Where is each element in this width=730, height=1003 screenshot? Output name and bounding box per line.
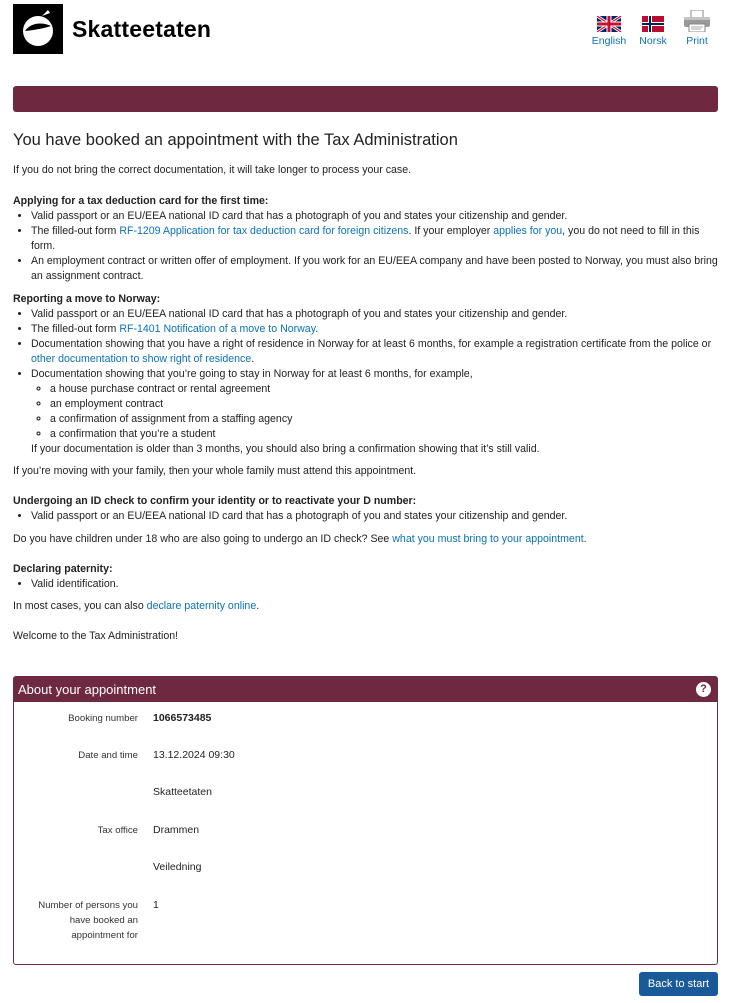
text: In most cases, you can also: [13, 600, 147, 612]
list-item: • Valid identification.: [31, 577, 718, 592]
family-note: If you’re moving with your family, then your whole family must attend this appointment.: [13, 465, 417, 477]
uk-flag-icon: [597, 10, 621, 32]
rf1209-link[interactable]: RF-1209 Application for tax deduction card for foreign citizens: [119, 225, 409, 237]
text: Documentation showing that you have a right of residence in Norway for at least 6 months, for example a registration certificate from the police or: [31, 338, 712, 350]
text: .: [315, 323, 319, 335]
print-label: Print: [686, 35, 708, 47]
organization-value: Skatteetaten: [153, 786, 212, 798]
booking-number-value: 1066573485: [153, 712, 212, 724]
logo-text: Skatteetaten: [72, 15, 212, 42]
list-item: • An employment contract or written offer of employment. If you work for an EU/EEA company and have been posted to Norway, you must also bring an assignment contract.: [31, 254, 718, 284]
what-to-bring-link[interactable]: what you must bring to your appointment: [392, 533, 584, 545]
residence-docs-link[interactable]: other documentation to show right of residence: [31, 353, 252, 365]
section-title-tax-card: Applying for a tax deduction card for the first time:: [13, 195, 269, 207]
list-item: • Valid passport or an EU/EEA national ID card that has a photograph of you and states your citizenship and gender.: [31, 509, 718, 524]
help-icon[interactable]: ?: [696, 682, 711, 697]
section-title-id-check: Undergoing an ID check to confirm your identity or to reactivate your D number:: [13, 495, 417, 507]
paternity-note: [13, 599, 718, 614]
appointment-panel: [13, 676, 718, 965]
page-header: [0, 0, 730, 60]
tax-card-list: [13, 209, 718, 284]
main-content: [13, 131, 718, 644]
sub-list-item: ◦ a confirmation of assignment from a staffing agency: [50, 412, 718, 427]
header-banner: [13, 86, 718, 112]
page-title: You have booked an appointment with the Tax Administration: [13, 131, 458, 149]
validity-note: If your documentation is older than 3 months, you should also bring a confirmation showing that it’s still valid.: [31, 443, 540, 455]
sub-list: [31, 382, 718, 442]
intro-text: If you do not bring the correct documentation, it will take longer to process your case.: [13, 164, 412, 176]
datetime-value: 13.12.2024 09:30: [153, 749, 235, 761]
section-title-move: Reporting a move to Norway:: [13, 293, 161, 305]
paternity-list: [13, 577, 718, 592]
language-switcher: [592, 10, 714, 47]
text: Do you have children under 18 who are also going to undergo an ID check? See: [13, 533, 393, 545]
section-title-paternity: Declaring paternity:: [13, 563, 113, 575]
sub-list-item: ◦ a house purchase contract or rental agreement: [50, 382, 718, 397]
move-list: [13, 307, 718, 457]
appointment-panel-title: About your appointment: [18, 682, 157, 697]
persons-label: Number of persons you have booked an appointment for: [38, 900, 138, 941]
text: .: [583, 533, 587, 545]
text: Documentation showing that you’re going to stay in Norway for at least 6 months, for example,: [31, 368, 473, 380]
sub-list-item: ◦ an employment contract: [50, 397, 718, 412]
lang-norsk-link[interactable]: [636, 10, 670, 47]
service-value: Veiledning: [153, 861, 202, 873]
lang-norsk-label: Norsk: [639, 35, 667, 47]
list-item: [31, 367, 718, 457]
text: . If your employer: [408, 225, 494, 237]
id-check-list: [13, 509, 718, 524]
skatteetaten-logo[interactable]: [13, 4, 211, 54]
persons-value: 1: [153, 899, 159, 911]
list-item: • Valid passport or an EU/EEA national ID card that has a photograph of you and states your citizenship and gender.: [31, 209, 718, 224]
text: .: [251, 353, 255, 365]
back-to-start-button[interactable]: Back to start: [639, 972, 718, 996]
sub-list-item: ◦ a confirmation that you’re a student: [50, 427, 718, 442]
text: The filled-out form: [31, 323, 120, 335]
list-item: [31, 224, 718, 254]
lang-english-label: English: [591, 35, 627, 47]
text: The filled-out form: [31, 225, 120, 237]
declare-paternity-link[interactable]: declare paternity online: [146, 600, 257, 612]
list-item: • Valid passport or an EU/EEA national ID card that has a photograph of you and states your citizenship and gender.: [31, 307, 718, 322]
welcome-text: Welcome to the Tax Administration!: [13, 630, 179, 642]
print-link[interactable]: [680, 10, 714, 47]
printer-icon: [682, 10, 712, 32]
lang-english-link[interactable]: [592, 10, 626, 47]
text: , you do not need to fill in this form.: [31, 225, 700, 252]
children-note: [13, 532, 718, 547]
tax-office-label: Tax office: [97, 825, 138, 836]
rf1401-link[interactable]: RF-1401 Notification of a move to Norway: [119, 323, 316, 335]
tax-office-value: Drammen: [153, 824, 200, 836]
booking-number-label: Booking number: [68, 713, 138, 724]
applies-for-you-link[interactable]: applies for you: [493, 225, 563, 237]
norway-flag-icon: [642, 10, 664, 32]
appointment-panel-header: [14, 677, 717, 702]
list-item: [31, 322, 718, 337]
datetime-label: Date and time: [78, 750, 138, 761]
text: .: [256, 600, 260, 612]
logo-mark-icon: [13, 4, 63, 54]
list-item: [31, 337, 718, 367]
